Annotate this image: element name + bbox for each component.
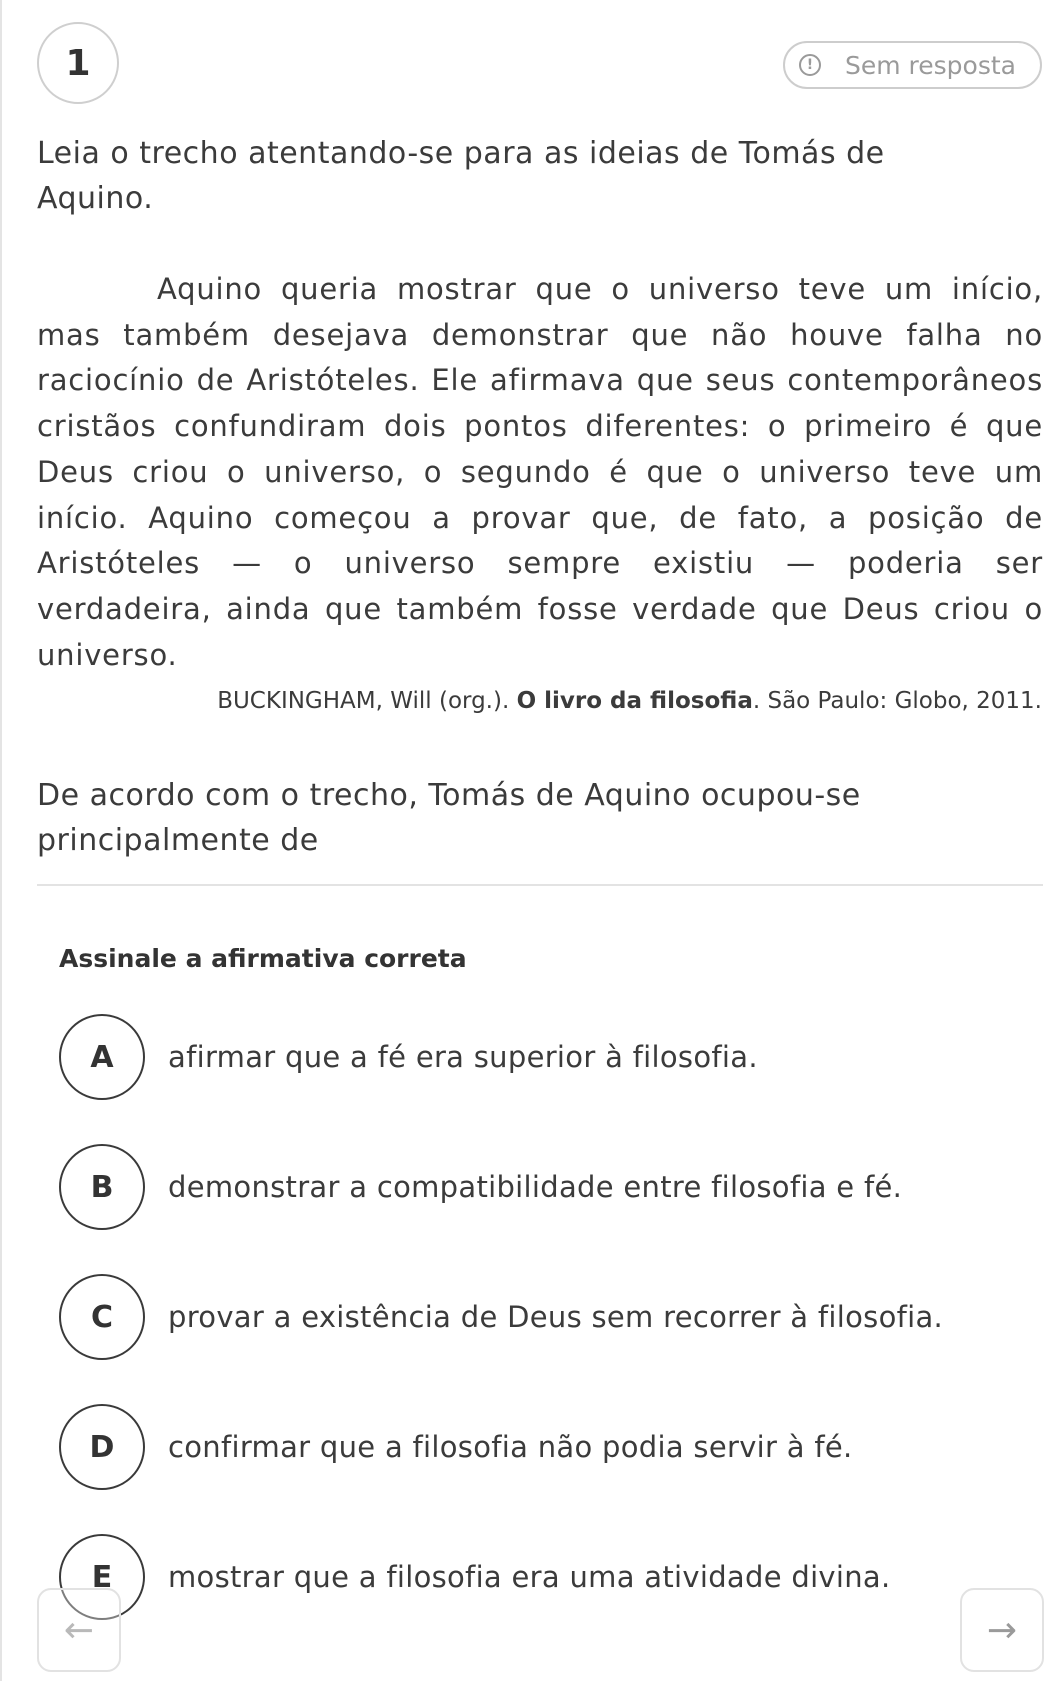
option-text[interactable]: demonstrar a compatibilidade entre filosofia e fé. bbox=[168, 1170, 903, 1204]
citation-title: O livro da filosofia bbox=[516, 688, 753, 714]
status-label: Sem resposta bbox=[845, 50, 1016, 80]
option-letter[interactable]: C bbox=[59, 1274, 145, 1360]
previous-button[interactable] bbox=[37, 1588, 121, 1672]
citation-author: BUCKINGHAM, Will (org.). bbox=[217, 688, 510, 714]
option-text[interactable]: provar a existência de Deus sem recorrer à filosofia. bbox=[168, 1300, 944, 1334]
passage-text: Aquino queria mostrar que o universo teve um início, mas também desejava demonstrar que não houve falha no raciocínio de Aristóteles. Ele afirmava que seus contemporâneos cristãos confundiram dois pontos diferentes: o primeiro é que Deus criou o universo, o segundo é que o universo teve um início. Aquino começou a provar que, de fato, a posição de Aristóteles — o universo sempre existiu — poderia ser verdadeira, ainda que também fosse verdade que Deus criou o universo. bbox=[37, 272, 1043, 672]
option-letter[interactable]: A bbox=[59, 1014, 145, 1100]
option-text[interactable]: mostrar que a filosofia era uma atividade divina. bbox=[168, 1560, 891, 1594]
option-text[interactable]: confirmar que a filosofia não podia servir à fé. bbox=[168, 1430, 853, 1464]
status-badge bbox=[783, 41, 1042, 89]
divider bbox=[37, 884, 1043, 886]
instruction: Assinale a afirmativa correta bbox=[59, 944, 467, 973]
arrow-left-icon: ← bbox=[63, 1609, 95, 1651]
option-a[interactable] bbox=[59, 1014, 1049, 1100]
option-d[interactable] bbox=[59, 1404, 1049, 1490]
option-letter[interactable]: D bbox=[59, 1404, 145, 1490]
question-prompt: De acordo com o trecho, Tomás de Aquino ocupou-se principalmente de bbox=[37, 778, 861, 858]
arrow-right-icon: → bbox=[986, 1609, 1018, 1651]
next-button[interactable] bbox=[960, 1588, 1044, 1672]
option-e[interactable] bbox=[59, 1534, 1049, 1620]
alert-circle-icon: ! bbox=[799, 54, 821, 76]
option-c[interactable] bbox=[59, 1274, 1049, 1360]
option-text[interactable]: afirmar que a fé era superior à filosofia. bbox=[168, 1040, 758, 1074]
question-intro: Leia o trecho atentando-se para as ideias de Tomás de Aquino. bbox=[37, 136, 885, 216]
left-border bbox=[0, 0, 2, 1681]
citation bbox=[217, 688, 1042, 714]
option-b[interactable] bbox=[59, 1144, 1049, 1230]
option-letter[interactable]: E bbox=[59, 1534, 145, 1620]
citation-publisher: . São Paulo: Globo, 2011. bbox=[752, 688, 1042, 714]
question-number: 1 bbox=[37, 22, 119, 104]
option-letter[interactable]: B bbox=[59, 1144, 145, 1230]
